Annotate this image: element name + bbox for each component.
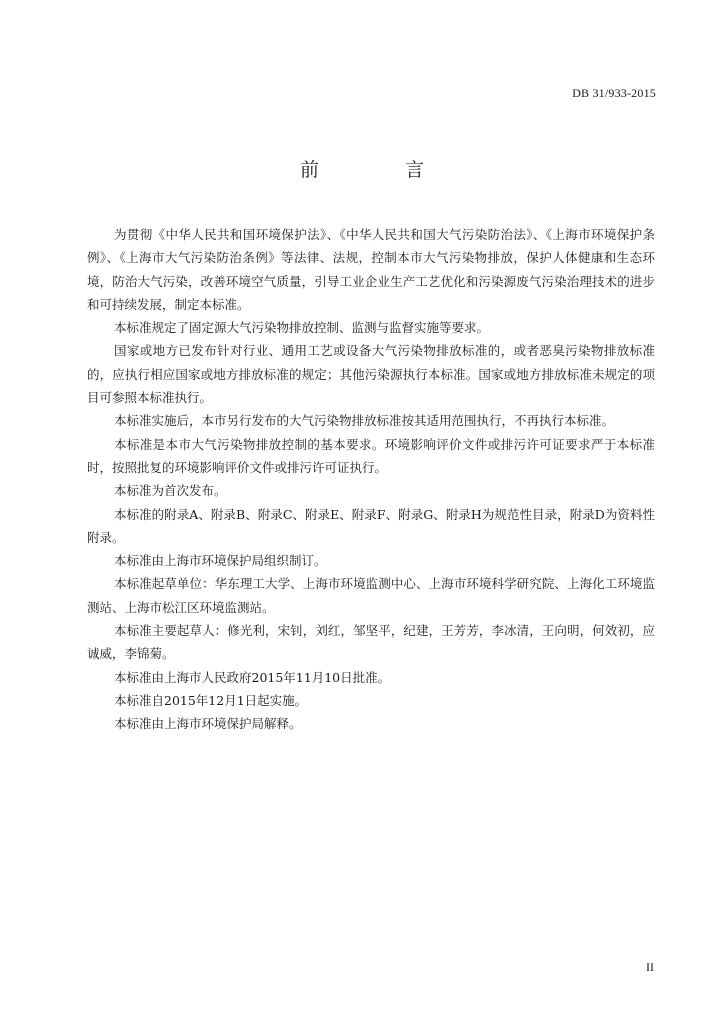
paragraph-interpretation: 本标准由上海市环境保护局解释。: [114, 716, 302, 732]
foreword-body: [87, 223, 655, 736]
paragraph-appendices: 本标准的附录A、附录B、附录C、附录E、附录F、附录G、附录H为规范性目录，附录D为资料性附录。: [87, 506, 655, 545]
paragraph-first-release: 本标准为首次发布。: [114, 483, 227, 499]
paragraph-purpose: 为贯彻《中华人民共和国环境保护法》、《中华人民共和国大气污染防治法》、《上海市环境保护条例》、《上海市大气污染防治条例》等法律、法规，控制本市大气污染物排放，保护人体健康和生态环境，防治大气污染，改善环境空气质量，引导工业企业生产工艺优化和污染源废气污染治理技术的进步和可持续发展，制定本标准。: [87, 227, 655, 312]
paragraph-effective-date: 本标准自2015年12月1日起实施。: [114, 692, 308, 708]
paragraph-basic-requirements: 本标准是本市大气污染物排放控制的基本要求。环境影响评价文件或排污许可证要求严于本标准时，按照批复的环境影响评价文件或排污许可证执行。: [87, 436, 655, 475]
paragraph-organizer: 本标准由上海市环境保护局组织制订。: [114, 553, 327, 569]
paragraph-drafting-units: 本标准起草单位：华东理工大学、上海市环境监测中心、上海市环境科学研究院、上海化工环境监测站、上海市松江区环境监测站。: [87, 576, 655, 615]
paragraph-applicability: 国家或地方已发布针对行业、通用工艺或设备大气污染物排放标准的，或者恶臭污染物排放标准的，应执行相应国家或地方排放标准的规定；其他污染源执行本标准。国家或地方排放标准未规定的项目可参照本标准执行。: [87, 343, 655, 406]
standard-code: DB 31/933-2015: [572, 86, 656, 100]
paragraph-scope: 本标准规定了固定源大气污染物排放控制、监测与监督实施等要求。: [114, 320, 490, 336]
paragraph-implementation: 本标准实施后，本市另行发布的大气污染物排放标准按其适用范围执行，不再执行本标准。: [114, 413, 615, 429]
page-title: 前 言: [299, 159, 465, 181]
page-number: II: [646, 960, 654, 974]
paragraph-approval: 本标准由上海市人民政府2015年11月10日批准。: [114, 669, 391, 685]
paragraph-drafters: 本标准主要起草人：修光利，宋钊，刘红，邹坚平，纪建，王芳芳，李冰清，王向明，何效初，应诚威，李锦菊。: [87, 623, 655, 662]
